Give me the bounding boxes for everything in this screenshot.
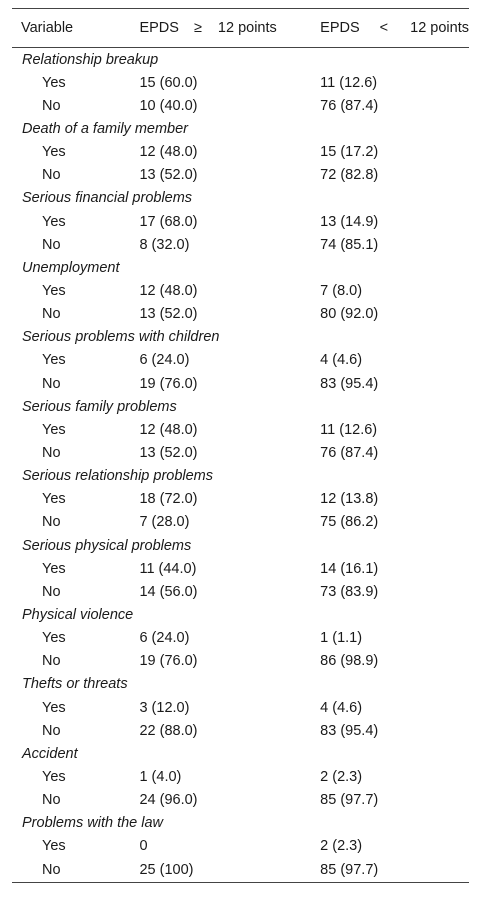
category-label: Serious financial problems [22,190,193,207]
table-row [12,94,469,117]
table-row [12,580,469,603]
level-label: No [42,792,61,809]
level-label: Yes [42,144,66,161]
epds-high-value: 19 (76.0) [139,375,198,392]
epds-low-value: 86 (98.9) [320,653,379,670]
epds-high-value: 22 (88.0) [139,722,198,739]
level-label: Yes [42,699,66,716]
category-label: Serious problems with children [22,329,220,346]
epds-low-value: 2 (2.3) [320,768,363,785]
level-label: No [42,306,61,323]
epds-high-value: 12 (48.0) [139,282,198,299]
epds-high-value: 6 (24.0) [139,352,190,369]
table-row [12,719,469,742]
level-label: No [42,514,61,531]
level-label: Yes [42,74,66,91]
level-label: No [42,583,61,600]
table-header [12,9,469,48]
epds-high-value: 0 [139,838,148,855]
header-variable: Variable [12,9,139,48]
category-label: Unemployment [22,259,120,276]
table-row [12,279,469,302]
epds-high-value: 7 (28.0) [139,514,190,531]
category-row [12,117,469,140]
table-row [12,372,469,395]
table-row [12,696,469,719]
epds-low-value: 11 (12.6) [320,74,378,91]
table-row [12,511,469,534]
table-row [12,141,469,164]
category-row [12,48,469,72]
level-label: Yes [42,282,66,299]
epds-low-value: 73 (83.9) [320,583,379,600]
category-label: Death of a family member [22,120,189,137]
epds-low-value: 14 (16.1) [320,560,379,577]
table-row [12,488,469,511]
epds-low-value: 83 (95.4) [320,375,379,392]
category-label: Thefts or threats [22,676,128,693]
epds-high-value: 12 (48.0) [139,144,198,161]
category-row [12,673,469,696]
epds-high-value: 11 (44.0) [139,560,197,577]
epds-high-value: 25 (100) [139,858,320,883]
category-label: Serious relationship problems [22,468,214,485]
table-body [12,48,469,883]
table-row [12,210,469,233]
header-epds-high [139,9,320,48]
table-row [12,303,469,326]
data-table [12,8,469,883]
epds-low-value: 80 (92.0) [320,306,379,323]
level-label: No [42,653,61,670]
table-row [12,418,469,441]
epds-low-value: 83 (95.4) [320,722,379,739]
epds-low-value: 4 (4.6) [320,352,363,369]
level-label: No [42,236,61,253]
header-epds-high-a: EPDS [139,20,179,36]
level-label: Yes [42,491,66,508]
level-label: No [42,722,61,739]
level-label: Yes [42,560,66,577]
epds-low-value: 11 (12.6) [320,421,378,438]
category-label: Accident [22,745,78,762]
level-label: No [42,97,61,114]
header-epds-low-b: < [379,20,389,36]
epds-low-value: 4 (4.6) [320,699,363,716]
header-epds-high-c: 12 points [217,20,277,36]
epds-low-value: 1 (1.1) [320,630,363,647]
table-row [12,627,469,650]
epds-high-value: 8 (32.0) [139,236,190,253]
epds-low-value: 13 (14.9) [320,213,379,230]
table-row [12,765,469,788]
table-row [12,71,469,94]
epds-high-value: 15 (60.0) [139,74,198,91]
epds-high-value: 13 (52.0) [139,167,198,184]
level-label: No [12,858,139,883]
table-row [12,858,469,883]
epds-high-value: 6 (24.0) [139,630,190,647]
table-row [12,441,469,464]
category-row [12,326,469,349]
epds-low-value: 7 (8.0) [320,282,363,299]
header-epds-low [320,9,469,48]
epds-low-value: 2 (2.3) [320,838,363,855]
table-row [12,233,469,256]
header-epds-high-b: ≥ [193,20,202,36]
category-label: Problems with the law [22,815,164,832]
level-label: Yes [42,421,66,438]
table-row [12,789,469,812]
epds-high-value: 19 (76.0) [139,653,198,670]
category-row [12,256,469,279]
category-row [12,187,469,210]
table-row [12,835,469,858]
level-label: Yes [42,352,66,369]
header-epds-low-c: 12 points [410,20,469,36]
epds-high-value: 14 (56.0) [139,583,198,600]
epds-high-value: 24 (96.0) [139,792,198,809]
category-label: Serious family problems [22,398,177,415]
category-label: Physical violence [22,606,134,623]
table-row [12,164,469,187]
epds-low-value: 74 (85.1) [320,236,379,253]
table-row [12,650,469,673]
category-label: Serious physical problems [22,537,192,554]
epds-high-value: 13 (52.0) [139,444,198,461]
epds-high-value: 17 (68.0) [139,213,198,230]
epds-low-value: 72 (82.8) [320,167,379,184]
epds-high-value: 13 (52.0) [139,306,198,323]
epds-low-value: 76 (87.4) [320,97,379,114]
level-label: No [42,167,61,184]
epds-high-value: 12 (48.0) [139,421,198,438]
epds-low-value: 76 (87.4) [320,444,379,461]
epds-high-value: 3 (12.0) [139,699,190,716]
header-epds-low-a: EPDS [320,20,360,36]
category-row [12,534,469,557]
level-label: Yes [42,630,66,647]
table-row [12,349,469,372]
header-row [12,9,469,48]
level-label: Yes [42,768,66,785]
epds-high-value: 10 (40.0) [139,97,198,114]
level-label: Yes [42,838,66,855]
category-row [12,603,469,626]
level-label: No [42,375,61,392]
level-label: Yes [42,213,66,230]
table-row [12,557,469,580]
category-row [12,395,469,418]
epds-low-value: 12 (13.8) [320,491,379,508]
level-label: No [42,444,61,461]
epds-low-value: 85 (97.7) [320,858,469,883]
epds-high-value: 18 (72.0) [139,491,198,508]
category-label: Relationship breakup [22,51,159,68]
category-row [12,812,469,835]
epds-low-value: 85 (97.7) [320,792,379,809]
epds-low-value: 15 (17.2) [320,144,379,161]
epds-low-value: 75 (86.2) [320,514,379,531]
epds-high-value: 1 (4.0) [139,768,182,785]
category-row [12,465,469,488]
category-row [12,742,469,765]
